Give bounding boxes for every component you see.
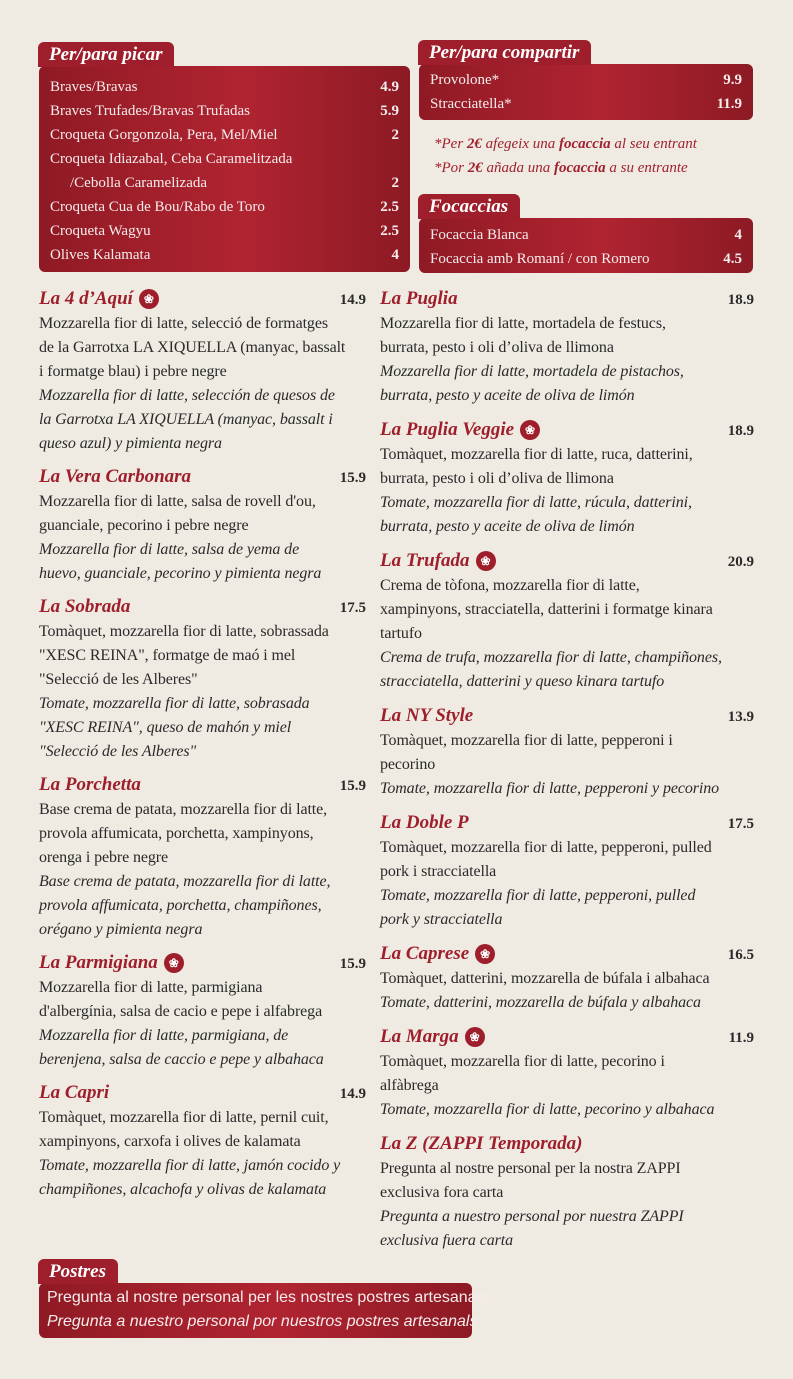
pizza-name — [380, 1131, 582, 1157]
pizza-price: 18.9 — [727, 292, 754, 308]
pizza-description-es: Tomate, mozzarella fior di latte, pepperoni, pulled — [380, 887, 696, 904]
leaf-icon: ❀ — [164, 953, 184, 973]
pizza-description-ca: Mozzarella fior di latte, parmigiana — [39, 979, 263, 996]
pizza-description-ca: Tomàquet, mozzarella fior di latte, pernil cuit, — [39, 1109, 329, 1126]
pizza-price: 11.9 — [728, 1030, 754, 1046]
picar-title: Per/para picar — [38, 42, 174, 67]
pizza-description-es: la Garrotxa LA XIQUELLA (manyac, bassalt i — [39, 411, 333, 428]
picar-item — [50, 171, 399, 195]
pizza-name-text: La Sobrada — [39, 596, 131, 617]
pizza-description-es: Mozzarella fior di latte, mortadela de pistachos, — [380, 363, 684, 380]
picar-item-price: 5.9 — [380, 103, 399, 119]
pizza-name — [380, 548, 496, 574]
pizza-description-es: exclusiva fuera carta — [380, 1232, 513, 1249]
pizza-name — [380, 941, 495, 967]
picar-item-name: Croqueta Wagyu — [50, 223, 151, 239]
focaccia-note-ca: *Per 2€ afegeix una focaccia al seu entrant — [434, 136, 697, 152]
pizza-description-ca: Base crema de patata, mozzarella fior di latte, — [39, 801, 328, 818]
pizza-price: 13.9 — [727, 709, 754, 725]
pizza-description-ca: de la Garrotxa LA XIQUELLA (manyac, bassalt — [39, 339, 346, 356]
pizza-price: 15.9 — [339, 778, 366, 794]
picar-item — [50, 75, 399, 99]
focaccia-item-price: 4 — [734, 227, 742, 243]
pizza-name-text: La Puglia — [380, 288, 458, 309]
pizza-name — [380, 286, 458, 312]
pizza-description-es: "XESC REINA", queso de mahón y miel — [39, 719, 292, 736]
pizza-price: 17.5 — [339, 600, 366, 616]
compartir-section — [419, 42, 753, 120]
pizza-column-left — [39, 286, 366, 1206]
postres-text-ca: Pregunta al nostre personal per les nostres postres artesanals — [47, 1289, 489, 1306]
compartir-item — [430, 92, 742, 116]
pizza-name-text: La Caprese — [380, 943, 470, 964]
pizza-name — [380, 810, 469, 836]
pizza-name — [39, 594, 130, 620]
pizza-description-es: burrata, pesto y aceite de oliva de limón — [380, 387, 635, 404]
leaf-icon: ❀ — [465, 1027, 485, 1047]
pizza-description-ca: d'albergínia, salsa de cacio e pepe i alfabrega — [39, 1003, 323, 1020]
picar-item — [50, 147, 399, 171]
pizza-name — [380, 703, 473, 729]
pizza-price: 14.9 — [339, 292, 366, 308]
pizza-description-ca: Mozzarella fior di latte, salsa de rovell d'ou, — [39, 493, 316, 510]
leaf-icon: ❀ — [476, 551, 496, 571]
pizza-description-ca: Pregunta al nostre personal per la nostra ZAPPI — [380, 1160, 681, 1177]
pizza-description-es: Mozzarella fior di latte, salsa de yema de — [39, 541, 300, 558]
pizza-description-ca: "Selecció de les Alberes" — [39, 671, 198, 688]
pizza-description-ca: tartufo — [380, 625, 422, 642]
picar-section — [39, 44, 410, 272]
pizza-description-ca: Tomàquet, mozzarella fior di latte, pepperoni i — [380, 732, 673, 749]
pizza-description-ca: Tomàquet, mozzarella fior di latte, sobrassada — [39, 623, 329, 640]
compartir-item — [430, 68, 742, 92]
focaccia-item-name: Focaccia amb Romaní / con Romero — [430, 251, 650, 267]
picar-item-price: 2.5 — [380, 223, 399, 239]
pizza-description-es: champiñones, alcachofa y olivas de kalamata — [39, 1181, 327, 1198]
pizza-price: 18.9 — [727, 423, 754, 439]
picar-item-price: 4 — [391, 247, 399, 263]
pizza-description-ca: pork i stracciatella — [380, 863, 497, 880]
picar-item-price: 2 — [391, 175, 399, 191]
focaccias-section — [419, 196, 753, 273]
pizza-description-ca: Tomàquet, mozzarella fior di latte, ruca, datterini, — [380, 446, 693, 463]
pizza-description-es: queso azul) y pimienta negra — [39, 435, 222, 452]
pizza-price: 15.9 — [339, 956, 366, 972]
compartir-item-price: 11.9 — [716, 96, 742, 112]
pizza-price: 16.5 — [727, 947, 754, 963]
pizza-description-es: orégano y pimienta negra — [39, 921, 203, 938]
pizza-description-ca: Crema de tòfona, mozzarella fior di latte, — [380, 577, 640, 594]
picar-item-name: Braves Trufades/Bravas Trufadas — [50, 103, 250, 119]
picar-item-name: /Cebolla Caramelizada — [70, 175, 208, 191]
focaccia-item — [430, 247, 742, 271]
pizza-description-ca: Tomàquet, mozzarella fior di latte, pepperoni, pulled — [380, 839, 712, 856]
pizza-description-ca: "XESC REINA", formatge de maó i mel — [39, 647, 296, 664]
picar-item — [50, 243, 399, 267]
picar-item-name: Croqueta Gorgonzola, Pera, Mel/Miel — [50, 127, 278, 143]
pizza-name — [39, 464, 191, 490]
pizza-price: 14.9 — [339, 1086, 366, 1102]
picar-item — [50, 123, 399, 147]
pizza-description-ca: pecorino — [380, 756, 436, 773]
picar-item — [50, 195, 399, 219]
pizza-description-ca: Mozzarella fior di latte, mortadela de festucs, — [380, 315, 666, 332]
pizza-description-ca: Tomàquet, datterini, mozzarella de búfala i albahaca — [380, 970, 710, 987]
pizza-name-text: La Puglia Veggie — [380, 419, 515, 440]
pizza-description-ca: alfàbrega — [380, 1077, 439, 1094]
pizza-description-es: huevo, guanciale, pecorino y pimienta negra — [39, 565, 322, 582]
picar-item-price: 2 — [391, 127, 399, 143]
picar-item-name: Croqueta Cua de Bou/Rabo de Toro — [50, 199, 265, 215]
picar-item-name: Braves/Bravas — [50, 79, 138, 95]
pizza-name-text: La Parmigiana — [39, 952, 158, 973]
compartir-item-name: Provolone* — [430, 72, 500, 88]
pizza-description-es: Tomate, datterini, mozzarella de búfala y albahaca — [380, 994, 701, 1011]
pizza-name-text: La Porchetta — [39, 774, 141, 795]
pizza-description-es: Tomate, mozzarella fior di latte, pecorino y albahaca — [380, 1101, 715, 1118]
pizza-name — [39, 772, 141, 798]
pizza-name-text: La Capri — [39, 1082, 110, 1103]
focaccia-item-price: 4.5 — [723, 251, 742, 267]
picar-item-price: 2.5 — [380, 199, 399, 215]
pizza-description-es: pork y stracciatella — [380, 911, 503, 928]
pizza-description-es: provola affumicata, porchetta, champiñones, — [39, 897, 322, 914]
pizza-description-ca: Tomàquet, mozzarella fior di latte, pecorino i — [380, 1053, 665, 1070]
pizza-price: 20.9 — [727, 554, 754, 570]
compartir-item-name: Stracciatella* — [430, 96, 512, 112]
pizza-name-text: La 4 d’Aquí — [39, 288, 133, 309]
pizza-description-ca: provola affumicata, porchetta, xampinyons, — [39, 825, 314, 842]
pizza-description-ca: guanciale, pecorino i pebre negre — [39, 517, 249, 534]
focaccias-title: Focaccias — [418, 194, 520, 219]
pizza-description-es: Base crema de patata, mozzarella fior di latte, — [39, 873, 331, 890]
pizza-name — [380, 417, 540, 443]
pizza-description-ca: Mozzarella fior di latte, selecció de formatges — [39, 315, 328, 332]
focaccia-item-name: Focaccia Blanca — [430, 227, 529, 243]
postres-text-es: Pregunta a nuestro personal por nuestros postres artesanals — [47, 1313, 478, 1330]
pizza-description-es: Crema de trufa, mozzarella fior di latte, champiñones, — [380, 649, 722, 666]
pizza-name-text: La NY Style — [380, 705, 474, 726]
picar-item — [50, 219, 399, 243]
focaccia-note-es: *Por 2€ añada una focaccia a su entrante — [434, 160, 688, 176]
pizza-description-es: Tomate, mozzarella fior di latte, sobrasada — [39, 695, 310, 712]
postres-title: Postres — [38, 1259, 118, 1284]
pizza-description-es: Tomate, mozzarella fior di latte, jamón cocido y — [39, 1157, 341, 1174]
pizza-price: 17.5 — [727, 816, 754, 832]
postres-section — [39, 1261, 489, 1338]
pizza-description-es: Mozzarella fior di latte, parmigiana, de — [39, 1027, 289, 1044]
pizza-name-text: La Doble P — [380, 812, 469, 833]
pizza-description-ca: exclusiva fora carta — [380, 1184, 504, 1201]
picar-item-name: Olives Kalamata — [50, 247, 151, 263]
leaf-icon: ❀ — [139, 289, 159, 309]
pizza-description-ca: orenga i pebre negre — [39, 849, 169, 866]
pizza-description-es: "Selecció de les Alberes" — [39, 743, 197, 760]
pizza-description-ca: burrata, pesto i oli d’oliva de llimona — [380, 339, 614, 356]
pizza-name — [39, 1080, 109, 1106]
pizza-description-es: Tomate, mozzarella fior di latte, rúcula, datterini, — [380, 494, 692, 511]
pizza-name — [380, 1024, 485, 1050]
pizza-description-ca: i formatge blau) i pebre negre — [39, 363, 227, 380]
leaf-icon: ❀ — [520, 420, 540, 440]
pizza-description-es: burrata, pesto y aceite de oliva de limón — [380, 518, 635, 535]
pizza-description-es: Pregunta a nuestro personal por nuestra ZAPPI — [380, 1208, 684, 1225]
focaccia-item — [430, 223, 742, 247]
pizza-name-text: La Vera Carbonara — [39, 466, 192, 487]
pizza-name-text: La Trufada — [380, 550, 470, 571]
compartir-item-price: 9.9 — [723, 72, 742, 88]
picar-item-name: Croqueta Idiazabal, Ceba Caramelitzada — [50, 151, 293, 167]
picar-item — [50, 99, 399, 123]
pizza-description-ca: xampinyons, stracciatella, datterini i formatge kinara — [380, 601, 713, 618]
picar-item-price: 4.9 — [380, 79, 399, 95]
pizza-description-ca: xampinyons, carxofa i olives de kalamata — [39, 1133, 301, 1150]
pizza-description-ca: burrata, pesto i oli d’oliva de llimona — [380, 470, 614, 487]
pizza-name-text: La Z (ZAPPI Temporada) — [380, 1133, 583, 1154]
pizza-name — [39, 950, 184, 976]
pizza-description-es: Tomate, mozzarella fior di latte, pepperoni y pecorino — [380, 780, 720, 797]
compartir-title: Per/para compartir — [418, 40, 591, 65]
pizza-name-text: La Marga — [380, 1026, 459, 1047]
pizza-description-es: berenjena, salsa de caccio e pepe y albahaca — [39, 1051, 324, 1068]
pizza-price: 15.9 — [339, 470, 366, 486]
pizza-name — [39, 286, 159, 312]
pizza-column-right — [380, 286, 754, 1249]
leaf-icon: ❀ — [475, 944, 495, 964]
pizza-description-es: stracciatella, datterini y queso kinara tartufo — [380, 673, 665, 690]
pizza-description-es: Mozzarella fior di latte, selección de quesos de — [39, 387, 335, 404]
